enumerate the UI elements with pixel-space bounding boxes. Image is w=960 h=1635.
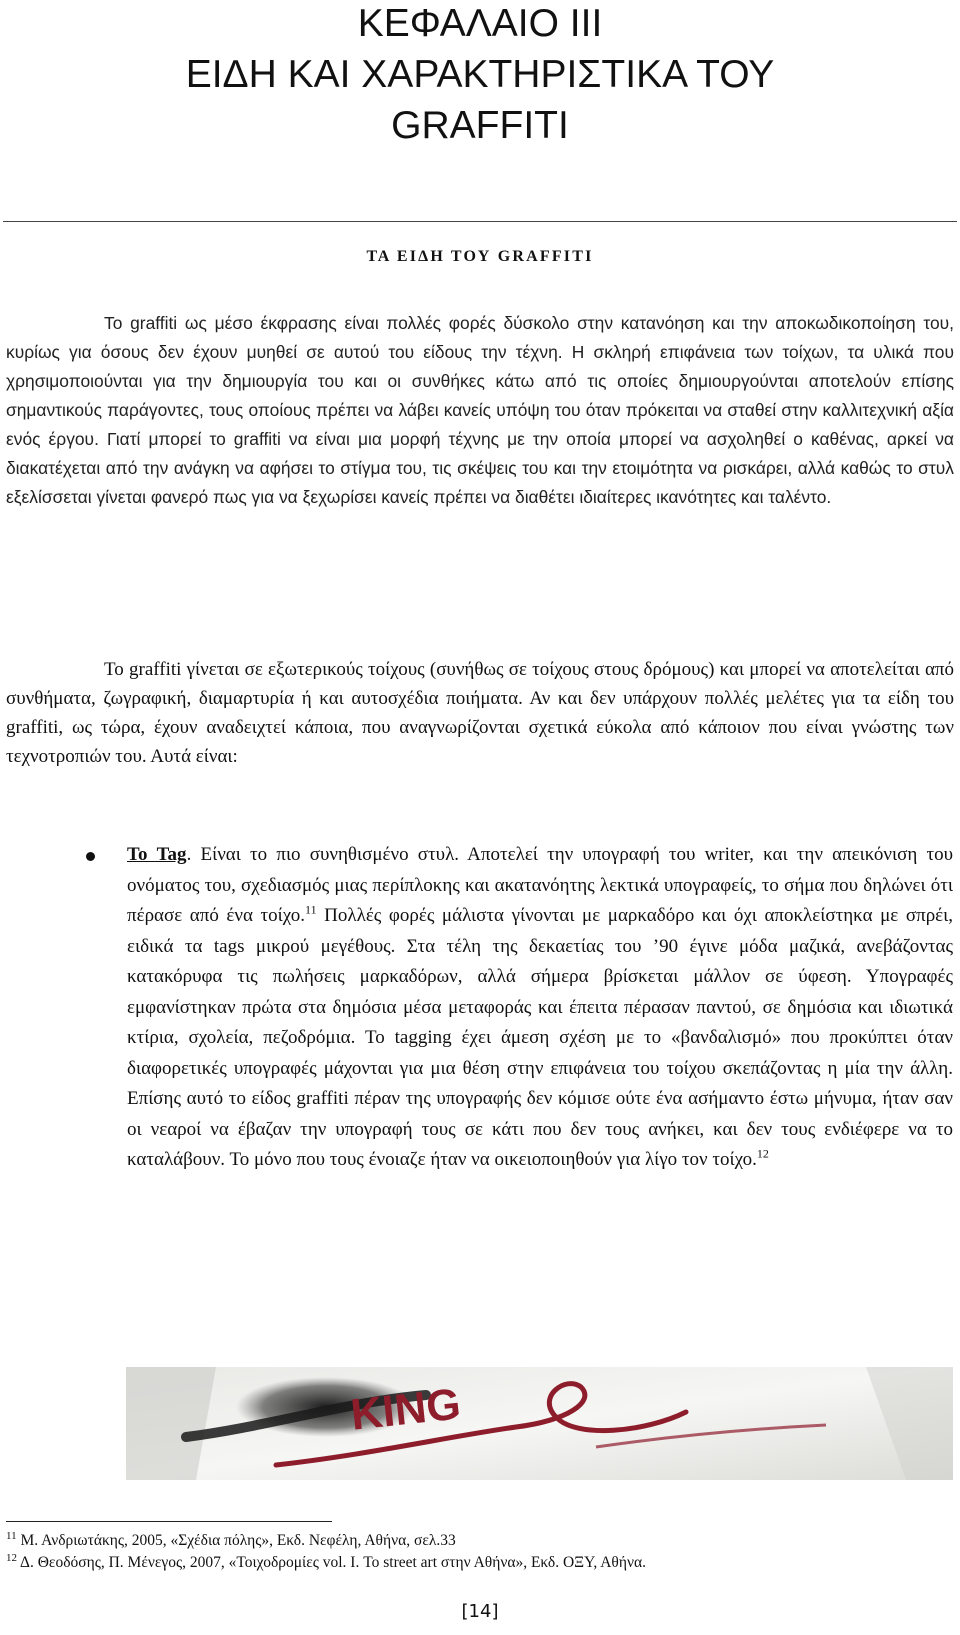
graffiti-tag-text: KING <box>348 1379 463 1440</box>
footnote-ref-11: 11 <box>305 902 317 917</box>
chapter-title-line-2: ΕΙΔΗ ΚΑΙ ΧΑΡΑΚΤΗΡΙΣΤΙΚΑ ΤΟΥ <box>185 53 775 96</box>
bullet-dot-icon <box>86 852 95 861</box>
body-paragraph-2: Το graffiti γίνεται σε εξωτερικούς τοίχους (συνήθως σε τοίχους στους δρόμους) και μπορεί να αποτελείται από συνθήματα, ζωγραφική, διαμαρτυρία ή και αυτοσχέδια ποιήματα. Αν και δεν υπάρχουν πολλές μελέτες για τα είδη του graffiti, ως τώρα, έχουν αναδειχτεί κάποια, που αναγνωρίζονται σχετικά εύκολα από κάποιον που είναι γνώστης των τεχνοτροπιών του. Αυτά είναι: <box>6 659 954 767</box>
footnote-11-text: Μ. Ανδριωτάκης, 2005, «Σχέδια πόλης», Εκδ. Νεφέλη, Αθήνα, σελ.33 <box>16 1532 456 1549</box>
footnote-ref-12: 12 <box>756 1146 769 1161</box>
tag-description-part-1: . Είναι το πιο συνηθισμένο στυλ. Αποτελεί την υπογραφή του writer, και την απεικόνιση του ονόματος του, σχεδιασμός μιας περίπλοκης και ακατανόητης λεκτικά υπογραφείς, το σήμα που δηλώνει ότι πέρασε από ένα τοίχο. <box>127 844 953 926</box>
graffiti-photo <box>126 1367 953 1480</box>
footnote-12 <box>6 1553 954 1573</box>
footnote-separator <box>6 1521 332 1522</box>
chapter-title-line-1: ΚΕΦΑΛΑΙΟ ΙΙΙ <box>357 2 603 45</box>
chapter-title <box>60 0 900 151</box>
page-number: [14] <box>461 1601 499 1622</box>
term-tag: Το Tag <box>127 844 187 865</box>
footnote-12-number: 12 <box>6 1551 17 1564</box>
footnote-11-number: 11 <box>6 1529 17 1542</box>
section-heading: ΤΑ ΕΙΔΗ ΤΟΥ GRAFFITI <box>366 248 594 265</box>
chapter-title-line-3: GRAFFITI <box>391 104 569 147</box>
graffiti-photo-art <box>126 1367 953 1480</box>
footnote-11 <box>6 1531 954 1551</box>
body-paragraph-1: Το graffiti ως μέσο έκφρασης είναι πολλές φορές δύσκολο στην κατανόηση και την αποκωδικοποίηση του, κυρίως για όσους δεν έχουν μυηθεί σε αυτού του είδους την τέχνη. Η σκληρή επιφάνεια των τοίχων, τα υλικά που χρησιμοποιούνται για την δημιουργία του και οι συνθήκες κάτω από τις οποίες δημιουργούνται αποτελούν επίσης σημαντικούς παράγοντες, τους οποίους πρέπει να λάβει κανείς υπόψη του όταν πρόκειται να σταθεί στην καλλιτεχνική αξία ενός έργου. Γιατί μπορεί το graffiti να είναι μια μορφή τέχνης με την οποία μπορεί να ασχοληθεί ο καθένας, αρκεί να διακατέχεται από την ανάγκη να αφήσει το στίγμα του, τις σκέψεις του και την ετοιμότητα να ρισκάρει, αλλά καθώς το στυλ εξελίσσεται γίνεται φανερό πως για να ξεχωρίσει κανείς πρέπει να διαθέτει ιδιαίτερες ικανότητες και ταλέντο. <box>6 313 954 507</box>
footnote-12-text: Δ. Θεοδόσης, Π. Μένεγος, 2007, «Τοιχοδρομίες vol. I. Το street art στην Αθήνα», Εκδ. ΟΞΥ, Αθήνα. <box>17 1554 646 1571</box>
horizontal-rule <box>3 221 957 222</box>
tag-description-part-2: Πολλές φορές μάλιστα γίνονται με μαρκαδόρο και όχι αποκλείστηκα με σπρέι, ειδικά τα tags μικρού μεγέθους. Στα τέλη της δεκαετίας του ’90 έγινε μόδα μαζικά, ανεβάζοντας κατακόρυφα τις πωλήσεις μαρκαδόρων, αλλά σήμερα βρίσκεται μάλλον σε ύφεση. Υπογραφές εμφανίστηκαν πρώτα στα δημόσια μέσα μεταφοράς και έπειτα πέρασαν παντού, σε δημόσια και ιδιωτικά κτίρια, σχολεία, πεζοδρόμια. Το tagging έχει άμεση σχέση με το «βανδαλισμό» που προκύπτει όταν διαφορετικές υπογραφές μάχονται για μια θέση στην επιφάνεια του τοίχου σκεπάζοντας η μία την άλλη. Επίσης αυτό το είδος graffiti πέραν της υπογραφής δεν κόμισε ούτε ένα ασήμαντο έστω μήνυμα, ήταν σαν οι νεαροί να έβαζαν την υπογραφή τους σε κάτι που δεν τους ανήκει, και δεν τους ενδιέφερε να το καταλάβουν. Το μόνο που τους ένοιαζε ήταν να οικειοποιηθούν για λίγο τον τοίχο. <box>127 905 954 1170</box>
list-item-tag <box>127 840 953 1176</box>
